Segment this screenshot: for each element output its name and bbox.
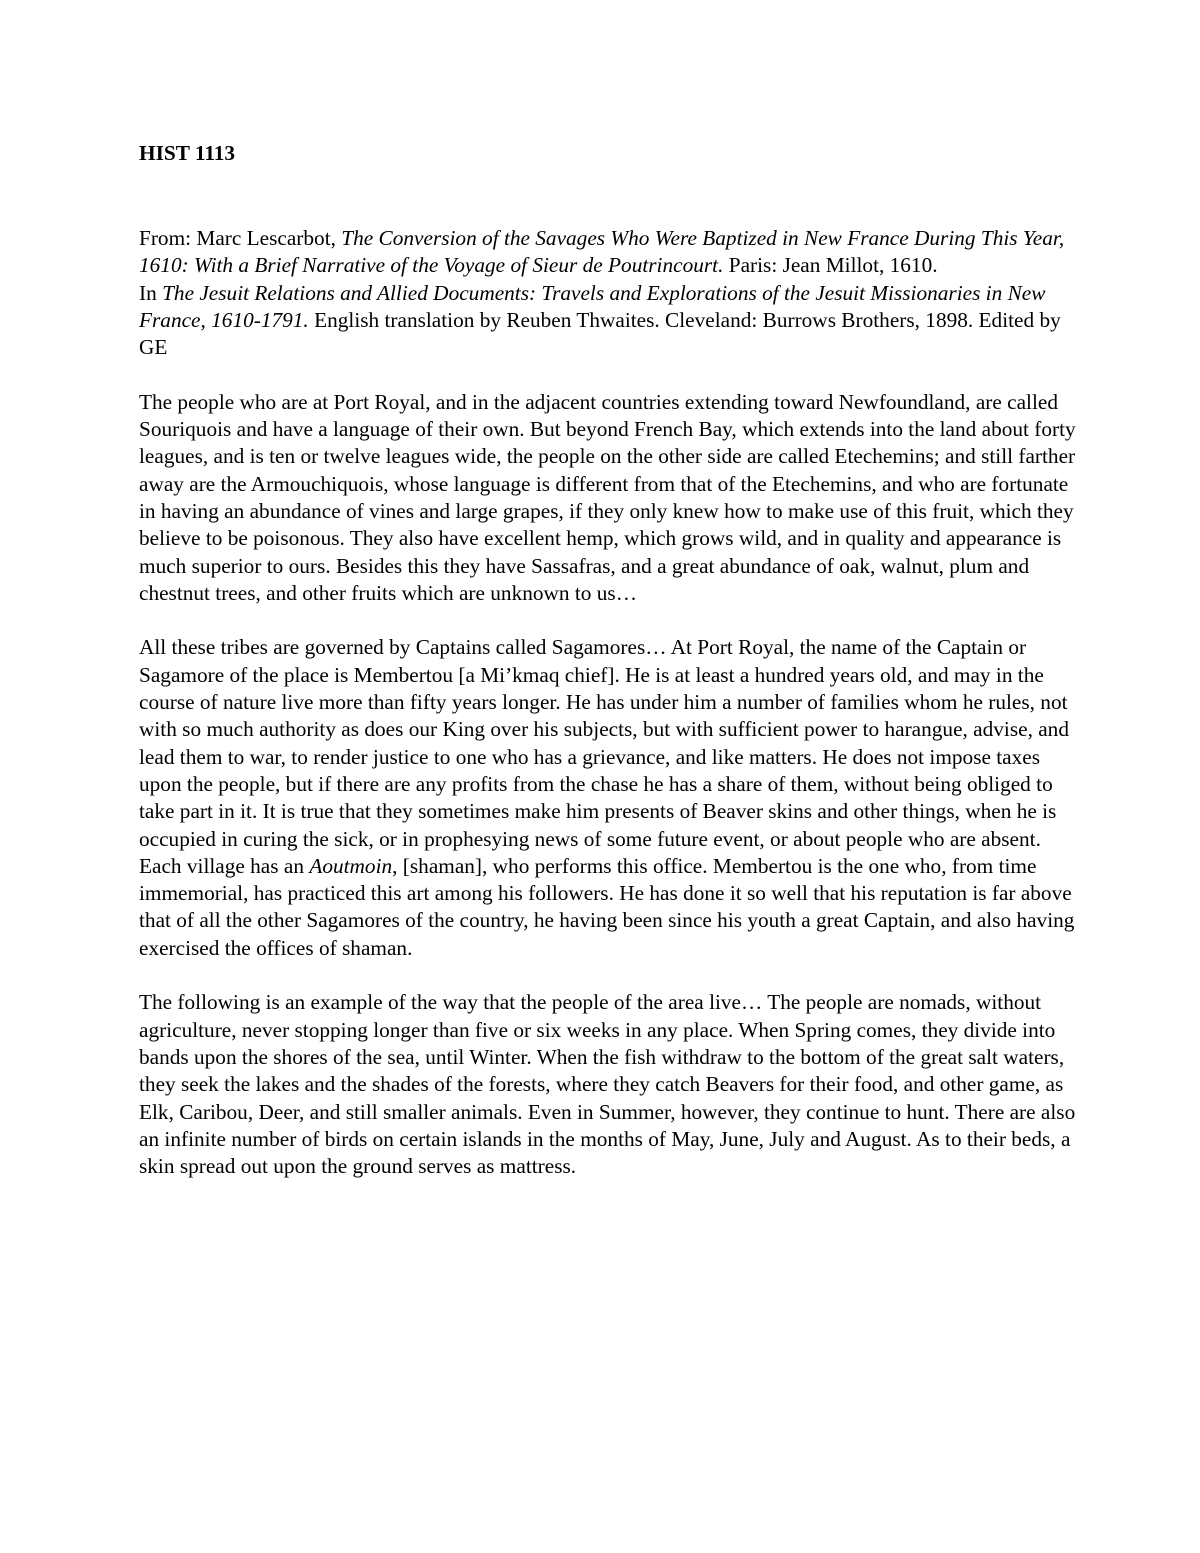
paragraph-way-of-life: The following is an example of the way that the people of the area live… The people are nomads, without agriculture, never stopping longer than five or six weeks in any place. When Spring comes, they divide into bands upon the shores of the sea, until Winter. When the fish withdraw to the bottom of the great salt waters, they seek the lakes and the shades of the forests, where they catch Beavers for their food, and other game, as Elk, Caribou, Deer, and still smaller animals. Even in Summer, however, they continue to hunt. There are also an infinite number of birds on certain islands in the months of May, June, July and August. As to their beds, a skin spread out upon the ground serves as mattress. [139,990,1076,1179]
citation-block [139,225,1079,361]
course-code-heading: HIST 1113 [139,141,236,165]
citation-translation-suffix: English translation by Reuben Thwaites. Cleveland: Burrows Brothers, 1898. Edited by GE [139,307,1061,360]
citation-translation-prefix: In [139,280,163,305]
citation-source-translation [139,280,1079,362]
paragraph-sagamores [139,634,1079,962]
document-content [139,140,1079,1180]
citation-source-original [139,225,1079,280]
paragraph-sagamores-term: Aoutmoin [309,853,393,878]
citation-original-title: The Conversion of the Savages Who Were Baptized in New France During This Year, 1610: With a Brief Narrative of the Voyage of Sieur de Poutrincourt. [139,226,1065,278]
paragraph-peoples: The people who are at Port Royal, and in the adjacent countries extending toward Newfoundland, are called Souriquois and have a language of their own. But beyond French Bay, which extends into the land about forty leagues, and is ten or twelve leagues wide, the people on the other side are called Etechemins; and still farther away are the Armouchiquois, whose language is different from that of the Etechemins, and who are fortunate in having an abundance of vines and large grapes, if they only knew how to make use of this fruit, which they believe to be poisonous. They also have excellent hemp, which grows wild, and in quality and appearance is much superior to ours. Besides this they have Sassafras, and a great abundance of oak, walnut, plum and chestnut trees, and other fruits which are unknown to us… [139,389,1076,605]
paragraph-sagamores-text-before: All these tribes are governed by Captains called Sagamores… At Port Royal, the name of the Captain or Sagamore of the place is Membertou [a Mi’kmaq chief]. He is at least a hundred years old, and may in the course of nature live more than fifty years longer. He has under him a number of families whom he rules, not with so much authority as does our King over his subjects, but with sufficient power to harangue, advise, and lead them to war, to render justice to one who has a grievance, and like matters. He does not impose taxes upon the people, but if there are any profits from the chase he has a share of them, without being obliged to take part in it. It is true that they sometimes make him presents of Beaver skins and other things, when he is occupied in curing the sick, or in prophesying news of some future event, or about people who are absent. Each village has an [139,635,1069,878]
citation-original-prefix: From: Marc Lescarbot, [139,226,342,250]
citation-translation-title: The Jesuit Relations and Allied Documents: Travels and Explorations of the Jesuit Missionaries in New France, 1610-1791. [139,280,1046,332]
paragraph-sagamores-text-after: , [shaman], who performs this office. Membertou is the one who, from time immemorial, has practiced this art among his followers. He has done it so well that his reputation is far above that of all the other Sagamores of the country, he having been since his youth a great Captain, and also having exercised the offices of shaman. [139,853,1075,960]
citation-original-suffix: Paris: Jean Millot, 1610. [723,253,938,278]
